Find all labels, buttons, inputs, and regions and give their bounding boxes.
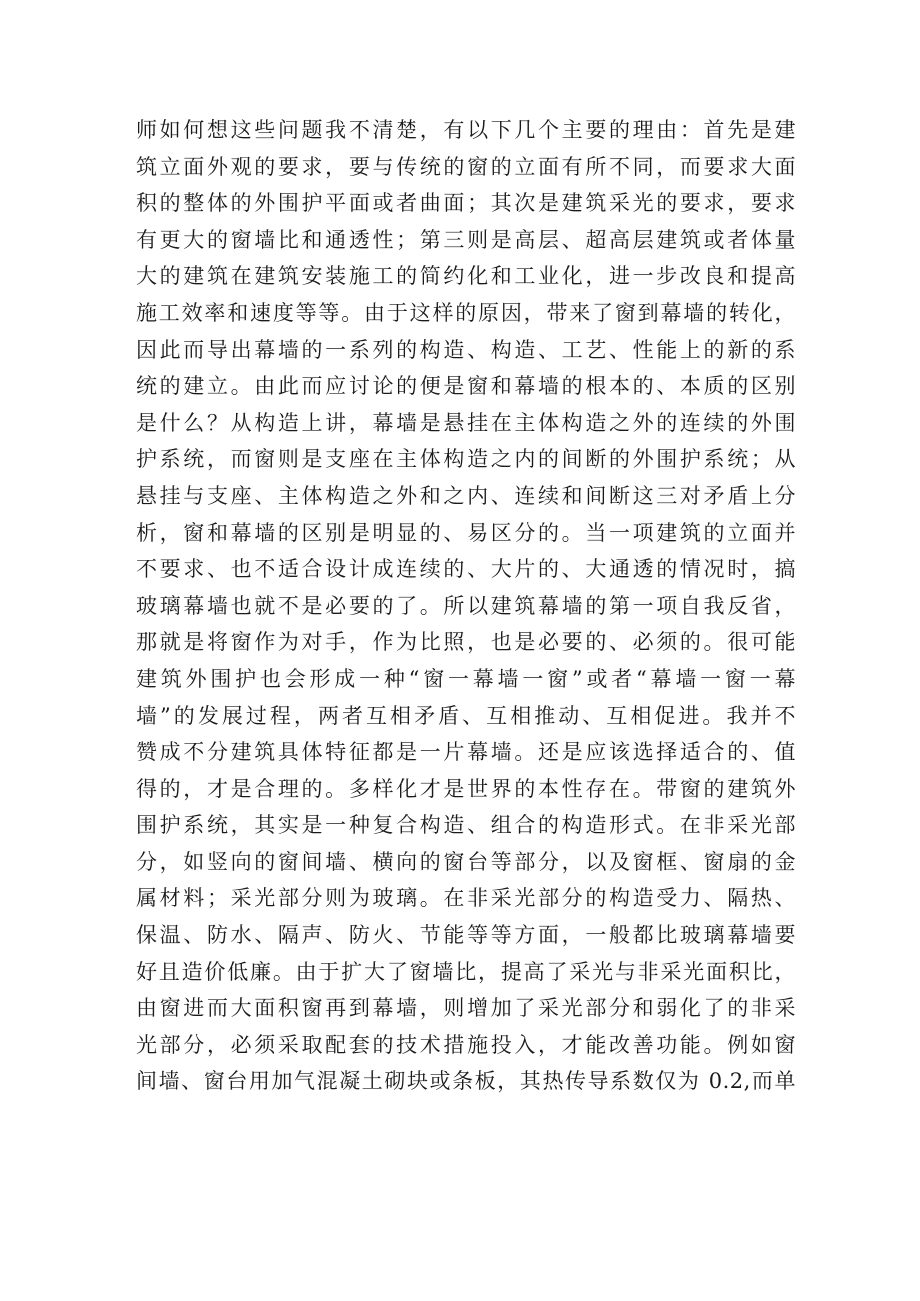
text-line: 分，如竖向的窗间墙、横向的窗台等部分，以及窗框、窗扇的金 <box>136 849 796 874</box>
text-line: 不要求、也不适合设计成连续的、大片的、大通透的情况时，搞 <box>136 557 796 582</box>
text-line: 光部分，必须采取配套的技术措施投入，才能改善功能。例如窗 <box>136 1032 796 1057</box>
text-line: 析，窗和幕墙的区别是明显的、易区分的。当一项建筑的立面并 <box>136 520 796 545</box>
text-line: 间墙、窗台用加气混凝土砌块或条板，其热传导系数仅为 0.2,而单 <box>136 1069 796 1094</box>
text-line: 保温、防水、隔声、防火、节能等等方面，一般都比玻璃幕墙要 <box>136 923 796 948</box>
text-line: 护系统，而窗则是支座在主体构造之内的间断的外围护系统；从 <box>136 447 796 472</box>
text-line: 因此而导出幕墙的一系列的构造、构造、工艺、性能上的新的系 <box>136 337 796 362</box>
text-line: 好且造价低廉。由于扩大了窗墙比，提高了采光与非采光面积比， <box>136 959 796 984</box>
text-line: 是什么？从构造上讲，幕墙是悬挂在主体构造之外的连续的外围 <box>136 410 796 435</box>
text-line: 悬挂与支座、主体构造之外和之内、连续和间断这三对矛盾上分 <box>136 483 796 508</box>
text-line: 大的建筑在建筑安装施工的简约化和工业化，进一步改良和提高 <box>136 264 796 289</box>
text-line: 积的整体的外围护平面或者曲面；其次是建筑采光的要求，要求 <box>136 191 796 216</box>
text-line: 玻璃幕墙也就不是必要的了。所以建筑幕墙的第一项自我反省， <box>136 593 796 618</box>
text-line: 属材料；采光部分则为玻璃。在非采光部分的构造受力、隔热、 <box>136 886 796 911</box>
text-line: 筑立面外观的要求，要与传统的窗的立面有所不同，而要求大面 <box>136 154 796 179</box>
text-line: 师如何想这些问题我不清楚，有以下几个主要的理由：首先是建 <box>136 118 796 142</box>
text-line: 统的建立。由此而应讨论的便是窗和幕墙的根本的、本质的区别 <box>136 374 796 399</box>
text-line: 施工效率和速度等等。由于这样的原因，带来了窗到幕墙的转化， <box>136 300 796 325</box>
body-text <box>136 112 796 1100</box>
text-line: 由窗进而大面积窗再到幕墙，则增加了采光部分和弱化了的非采 <box>136 996 796 1021</box>
text-line: 墙”的发展过程，两者互相矛盾、互相推动、互相促进。我并不 <box>136 703 796 728</box>
text-line: 围护系统，其实是一种复合构造、组合的构造形式。在非采光部 <box>136 813 796 838</box>
text-line: 那就是将窗作为对手，作为比照，也是必要的、必须的。很可能 <box>136 630 796 655</box>
text-line: 建筑外围护也会形成一种“窗一幕墙一窗”或者“幕墙一窗一幕 <box>136 666 796 691</box>
text-line: 赞成不分建筑具体特征都是一片幕墙。还是应该选择适合的、值 <box>136 740 796 765</box>
text-line: 得的，才是合理的。多样化才是世界的本性存在。带窗的建筑外 <box>136 776 796 801</box>
text-line: 有更大的窗墙比和通透性；第三则是高层、超高层建筑或者体量 <box>136 227 796 252</box>
